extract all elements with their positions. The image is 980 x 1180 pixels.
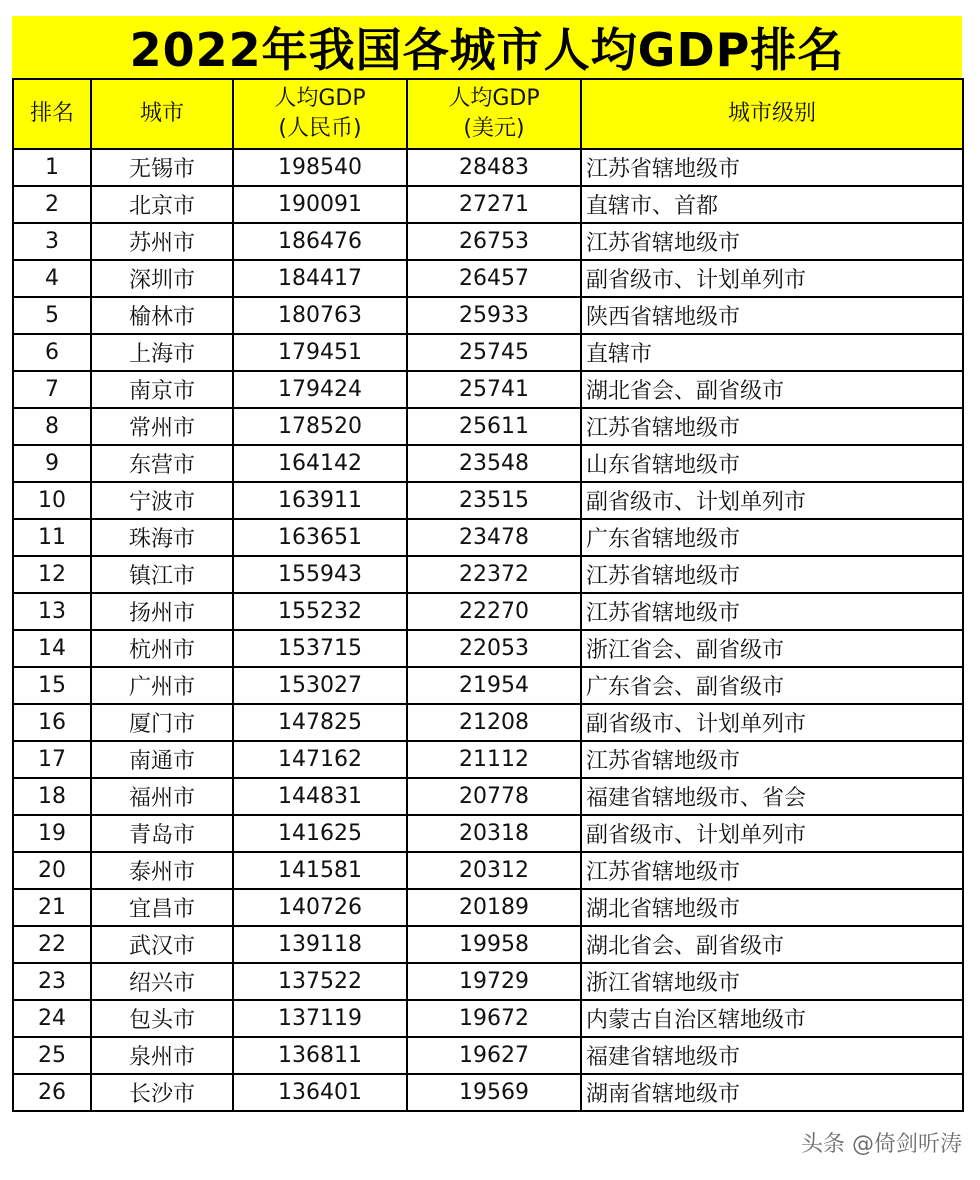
cell-rank: 17 xyxy=(13,741,91,778)
table-row xyxy=(13,519,963,556)
cell-gdp-usd: 23478 xyxy=(407,519,581,556)
cell-rank: 22 xyxy=(13,926,91,963)
cell-gdp-usd: 22270 xyxy=(407,593,581,630)
cell-rank: 11 xyxy=(13,519,91,556)
cell-rank: 16 xyxy=(13,704,91,741)
cell-rank: 5 xyxy=(13,297,91,334)
cell-level: 直辖市、首都 xyxy=(581,186,963,223)
cell-level: 湖北省会、副省级市 xyxy=(581,371,963,408)
table-row xyxy=(13,149,963,186)
cell-gdp-usd: 27271 xyxy=(407,186,581,223)
cell-level: 江苏省辖地级市 xyxy=(581,593,963,630)
cell-city: 广州市 xyxy=(91,667,233,704)
table-row xyxy=(13,963,963,1000)
cell-gdp-cny: 179451 xyxy=(233,334,407,371)
table-row xyxy=(13,630,963,667)
cell-city: 宁波市 xyxy=(91,482,233,519)
cell-level: 浙江省辖地级市 xyxy=(581,963,963,1000)
cell-gdp-usd: 21954 xyxy=(407,667,581,704)
cell-gdp-cny: 198540 xyxy=(233,149,407,186)
cell-city: 厦门市 xyxy=(91,704,233,741)
cell-gdp-usd: 22053 xyxy=(407,630,581,667)
cell-city: 无锡市 xyxy=(91,149,233,186)
table-row xyxy=(13,408,963,445)
watermark: 头条 @倚剑听涛 xyxy=(801,1132,962,1157)
cell-city: 杭州市 xyxy=(91,630,233,667)
table-row xyxy=(13,371,963,408)
cell-city: 扬州市 xyxy=(91,593,233,630)
cell-level: 江苏省辖地级市 xyxy=(581,741,963,778)
header-rank: 排名 xyxy=(13,79,91,149)
gdp-ranking-table xyxy=(12,78,964,1112)
cell-rank: 15 xyxy=(13,667,91,704)
cell-rank: 21 xyxy=(13,889,91,926)
cell-city: 泉州市 xyxy=(91,1037,233,1074)
cell-rank: 12 xyxy=(13,556,91,593)
table-row xyxy=(13,704,963,741)
cell-level: 副省级市、计划单列市 xyxy=(581,260,963,297)
cell-gdp-cny: 163651 xyxy=(233,519,407,556)
cell-level: 湖北省辖地级市 xyxy=(581,889,963,926)
cell-level: 江苏省辖地级市 xyxy=(581,556,963,593)
table-row xyxy=(13,334,963,371)
header-gdp-cny xyxy=(233,79,407,149)
cell-level: 副省级市、计划单列市 xyxy=(581,815,963,852)
cell-gdp-usd: 26457 xyxy=(407,260,581,297)
cell-gdp-cny: 178520 xyxy=(233,408,407,445)
cell-rank: 13 xyxy=(13,593,91,630)
table-body xyxy=(13,149,963,1111)
cell-city: 长沙市 xyxy=(91,1074,233,1111)
cell-level: 福建省辖地级市 xyxy=(581,1037,963,1074)
cell-gdp-cny: 139118 xyxy=(233,926,407,963)
cell-rank: 6 xyxy=(13,334,91,371)
table-row xyxy=(13,815,963,852)
cell-gdp-usd: 23548 xyxy=(407,445,581,482)
header-city: 城市 xyxy=(91,79,233,149)
cell-gdp-cny: 179424 xyxy=(233,371,407,408)
table-row xyxy=(13,223,963,260)
cell-gdp-cny: 141625 xyxy=(233,815,407,852)
table-row xyxy=(13,445,963,482)
cell-level: 陕西省辖地级市 xyxy=(581,297,963,334)
cell-gdp-cny: 190091 xyxy=(233,186,407,223)
cell-gdp-usd: 20312 xyxy=(407,852,581,889)
cell-gdp-cny: 153027 xyxy=(233,667,407,704)
cell-level: 江苏省辖地级市 xyxy=(581,149,963,186)
header-gdp-cny-line2: (人民币) xyxy=(278,116,362,141)
cell-gdp-usd: 19569 xyxy=(407,1074,581,1111)
cell-gdp-usd: 26753 xyxy=(407,223,581,260)
cell-rank: 8 xyxy=(13,408,91,445)
cell-city: 苏州市 xyxy=(91,223,233,260)
cell-gdp-cny: 137522 xyxy=(233,963,407,1000)
cell-rank: 9 xyxy=(13,445,91,482)
cell-gdp-cny: 164142 xyxy=(233,445,407,482)
cell-gdp-usd: 22372 xyxy=(407,556,581,593)
cell-gdp-cny: 137119 xyxy=(233,1000,407,1037)
table-row xyxy=(13,1074,963,1111)
cell-gdp-usd: 28483 xyxy=(407,149,581,186)
table-row xyxy=(13,297,963,334)
cell-gdp-cny: 144831 xyxy=(233,778,407,815)
cell-gdp-cny: 147162 xyxy=(233,741,407,778)
cell-rank: 18 xyxy=(13,778,91,815)
table-row xyxy=(13,667,963,704)
cell-gdp-cny: 163911 xyxy=(233,482,407,519)
cell-city: 福州市 xyxy=(91,778,233,815)
cell-level: 福建省辖地级市、省会 xyxy=(581,778,963,815)
table-row xyxy=(13,593,963,630)
cell-rank: 1 xyxy=(13,149,91,186)
cell-gdp-cny: 140726 xyxy=(233,889,407,926)
cell-rank: 3 xyxy=(13,223,91,260)
table-row xyxy=(13,186,963,223)
cell-city: 南通市 xyxy=(91,741,233,778)
cell-gdp-cny: 184417 xyxy=(233,260,407,297)
cell-gdp-cny: 186476 xyxy=(233,223,407,260)
cell-rank: 20 xyxy=(13,852,91,889)
table-row xyxy=(13,778,963,815)
header-gdp-usd-line1: 人均GDP xyxy=(448,86,540,111)
cell-city: 北京市 xyxy=(91,186,233,223)
cell-gdp-usd: 19627 xyxy=(407,1037,581,1074)
table-row xyxy=(13,260,963,297)
table-row xyxy=(13,1037,963,1074)
cell-gdp-cny: 155232 xyxy=(233,593,407,630)
cell-gdp-usd: 25741 xyxy=(407,371,581,408)
table-row xyxy=(13,556,963,593)
cell-rank: 19 xyxy=(13,815,91,852)
table-header-row xyxy=(13,79,963,149)
cell-level: 江苏省辖地级市 xyxy=(581,852,963,889)
cell-gdp-usd: 20189 xyxy=(407,889,581,926)
cell-city: 深圳市 xyxy=(91,260,233,297)
header-gdp-cny-line1: 人均GDP xyxy=(274,86,366,111)
page-title: 2022年我国各城市人均GDP排名 xyxy=(12,16,962,78)
cell-level: 副省级市、计划单列市 xyxy=(581,482,963,519)
cell-rank: 4 xyxy=(13,260,91,297)
cell-gdp-usd: 19729 xyxy=(407,963,581,1000)
cell-city: 上海市 xyxy=(91,334,233,371)
header-gdp-usd xyxy=(407,79,581,149)
cell-gdp-usd: 25933 xyxy=(407,297,581,334)
cell-gdp-usd: 19672 xyxy=(407,1000,581,1037)
cell-gdp-usd: 25611 xyxy=(407,408,581,445)
cell-gdp-cny: 153715 xyxy=(233,630,407,667)
cell-gdp-cny: 141581 xyxy=(233,852,407,889)
cell-city: 绍兴市 xyxy=(91,963,233,1000)
cell-rank: 24 xyxy=(13,1000,91,1037)
cell-level: 浙江省会、副省级市 xyxy=(581,630,963,667)
cell-gdp-usd: 19958 xyxy=(407,926,581,963)
cell-gdp-usd: 20778 xyxy=(407,778,581,815)
cell-city: 南京市 xyxy=(91,371,233,408)
cell-city: 宜昌市 xyxy=(91,889,233,926)
cell-level: 广东省会、副省级市 xyxy=(581,667,963,704)
cell-rank: 10 xyxy=(13,482,91,519)
cell-gdp-cny: 136401 xyxy=(233,1074,407,1111)
table-row xyxy=(13,889,963,926)
cell-gdp-cny: 155943 xyxy=(233,556,407,593)
cell-level: 湖北省会、副省级市 xyxy=(581,926,963,963)
cell-rank: 26 xyxy=(13,1074,91,1111)
cell-city: 包头市 xyxy=(91,1000,233,1037)
cell-city: 榆林市 xyxy=(91,297,233,334)
table-row xyxy=(13,1000,963,1037)
cell-level: 江苏省辖地级市 xyxy=(581,223,963,260)
cell-rank: 23 xyxy=(13,963,91,1000)
table-row xyxy=(13,852,963,889)
cell-city: 镇江市 xyxy=(91,556,233,593)
cell-level: 江苏省辖地级市 xyxy=(581,408,963,445)
cell-city: 珠海市 xyxy=(91,519,233,556)
cell-gdp-cny: 147825 xyxy=(233,704,407,741)
cell-gdp-usd: 21112 xyxy=(407,741,581,778)
cell-level: 内蒙古自治区辖地级市 xyxy=(581,1000,963,1037)
cell-city: 武汉市 xyxy=(91,926,233,963)
cell-level: 湖南省辖地级市 xyxy=(581,1074,963,1111)
cell-city: 泰州市 xyxy=(91,852,233,889)
cell-rank: 14 xyxy=(13,630,91,667)
cell-level: 山东省辖地级市 xyxy=(581,445,963,482)
cell-city: 东营市 xyxy=(91,445,233,482)
cell-gdp-cny: 136811 xyxy=(233,1037,407,1074)
table-row xyxy=(13,482,963,519)
cell-rank: 2 xyxy=(13,186,91,223)
header-gdp-usd-line2: (美元) xyxy=(463,116,525,141)
header-level: 城市级别 xyxy=(581,79,963,149)
cell-level: 副省级市、计划单列市 xyxy=(581,704,963,741)
cell-gdp-usd: 23515 xyxy=(407,482,581,519)
table-row xyxy=(13,741,963,778)
cell-gdp-cny: 180763 xyxy=(233,297,407,334)
table-row xyxy=(13,926,963,963)
cell-city: 青岛市 xyxy=(91,815,233,852)
cell-rank: 7 xyxy=(13,371,91,408)
cell-level: 广东省辖地级市 xyxy=(581,519,963,556)
cell-gdp-usd: 21208 xyxy=(407,704,581,741)
cell-gdp-usd: 25745 xyxy=(407,334,581,371)
cell-gdp-usd: 20318 xyxy=(407,815,581,852)
cell-city: 常州市 xyxy=(91,408,233,445)
cell-rank: 25 xyxy=(13,1037,91,1074)
cell-level: 直辖市 xyxy=(581,334,963,371)
